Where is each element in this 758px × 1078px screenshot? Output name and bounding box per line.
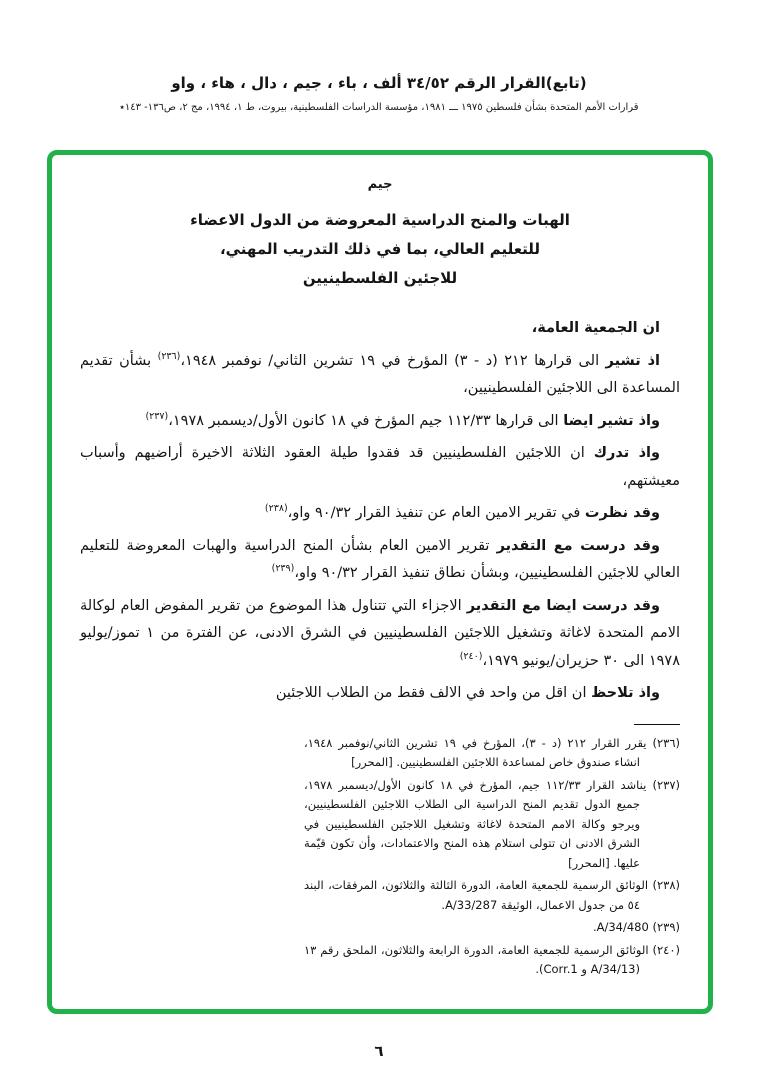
document-title-line-2: للتعليم العالي، بما في ذلك التدريب المهني، (219, 240, 541, 258)
paragraph-studied-also (80, 593, 680, 676)
footnote-marker: (٢٤٠) (652, 942, 680, 957)
footnote-text: A/34/480. (592, 920, 649, 934)
page-number: ٦ (374, 1042, 384, 1060)
paragraph-text: ان اقل من واحد في الالف فقط من الطلاب اللاجئين (275, 685, 592, 701)
paragraph-lead: واذ تلاحظ (591, 685, 660, 701)
paragraph-text: الاجزاء التي تتناول هذا الموضوع من تقرير المفوض العام لوكالة الامم المتحدة لاغاثة وتشغيل اللاجئين الفلسطينيين في الشرق الادنى، عن الفترة من ١ تموز/يوليو ١٩٧٨ الى ٣٠ حزيران/يونيو ١٩٧٩، (80, 597, 680, 669)
footnote-reference: (٢٣٦) (157, 350, 181, 362)
paragraph-text: الى قرارها ١١٢/٣٣ جيم المؤرخ في ١٨ كانون الأول/ديسمبر ١٩٧٨، (168, 412, 564, 429)
footnote-marker: (٢٣٦) (652, 735, 680, 750)
document-title-line-3: للاجئين الفلسطينيين (302, 269, 458, 287)
paragraph-lead: اذ تشير (605, 352, 660, 369)
paragraph-lead: وقد درست مع التقدير (496, 537, 660, 554)
paragraph-noting (80, 680, 680, 708)
resolution-header-title: (تابع)القرار الرقم ٣٤/٥٢ ألف ، باء ، جيم ، دال ، هاء ، واو (171, 74, 587, 92)
footnote-separator-rule (634, 724, 680, 725)
footnote-reference: (٢٣٨) (264, 503, 288, 514)
green-highlight-frame (47, 150, 713, 1014)
paragraph-text: ان اللاجئين الفلسطينيين قد فقدوا طيلة العقود الثلاثة الاخيرة أراضيهم وأسباب معيشتهم، (80, 445, 680, 489)
document-title (80, 206, 680, 293)
paragraph-recalling (80, 348, 680, 403)
paragraph-considered (80, 500, 680, 528)
footnote-240 (304, 941, 680, 980)
paragraph-text: في تقرير الامين العام عن تنفيذ القرار ٩٠/٣٢ واو، (287, 505, 585, 521)
paragraph-lead: وقد درست ايضا مع التقدير (466, 597, 660, 614)
footnote-237 (304, 776, 680, 874)
footnote-marker: (٢٣٩) (652, 920, 680, 934)
footnote-text: الوثائق الرسمية للجمعية العامة، الدورة الرابعة والثلاثون، الملحق رقم ١٣ (A/34/13 و Corr.1). (304, 942, 649, 976)
footnote-reference: (٢٤٠) (459, 650, 483, 662)
footnote-reference: (٢٣٧) (145, 410, 169, 422)
paragraph-lead: واذ تشير ايضا (563, 412, 660, 429)
footnote-239 (304, 918, 680, 938)
footnote-236 (304, 734, 680, 773)
paragraph-recalling-also (80, 408, 680, 436)
document-title-line-1: الهبات والمنح الدراسية المعروضة من الدول الاعضاء (190, 211, 570, 229)
footnote-reference: (٢٣٩) (271, 563, 295, 574)
paragraph-lead: واذ تدرك (593, 445, 660, 461)
paragraph-lead: وقد نظرت (584, 505, 660, 521)
paragraph-preamble (80, 315, 680, 343)
footnote-marker: (٢٣٧) (652, 777, 680, 792)
paragraph-aware (80, 440, 680, 495)
paragraph-studied (80, 533, 680, 588)
footnote-text: الوثائق الرسمية للجمعية العامة، الدورة الثالثة والثلاثون، المرفقات، البند ٥٤ من جدول الاعمال، الوثيقة A/33/287. (304, 878, 649, 912)
footnote-marker: (٢٣٨) (652, 878, 680, 892)
footnote-text: يناشد القرار ١١٢/٣٣ جيم، المؤرخ في ١٨ كانون الأول/ديسمبر ١٩٧٨، جميع الدول تقديم المنح الدراسية الى الطلاب اللاجئين الفلسطينيين، ويرجو وكالة الامم المتحدة لاغاثة وتشغيل اللاجئين الفلسطينيين في الشرق الادنى ان تتولى استلام هذه المنح والاعتمادات، وأن تكون قيّمة عليها. [المحرر] (304, 777, 647, 870)
paragraph-text: بشأن تقديم المساعدة الى اللاجئين الفلسطينيين، (80, 352, 680, 396)
footnote-text: يقرر القرار ٢١٢ (د - ٣)، المؤرخ في ١٩ تشرين الثاني/نوفمبر ١٩٤٨، انشاء صندوق خاص لمساعدة اللاجئين الفلسطينيين. [المحرر] (304, 735, 647, 769)
page-header (0, 74, 758, 113)
footnotes-block (304, 724, 680, 980)
source-citation-line: قرارات الأمم المتحدة بشأن فلسطين ١٩٧٥ ـــ ١٩٨١، مؤسسة الدراسات الفلسطينية، بيروت، ط ١، ١٩٩٤، مج ٢، ص١٣٦- ١٤٣٭ (119, 102, 639, 113)
section-letter: جيم (367, 177, 393, 192)
paragraph-text: تقرير الامين العام بشأن المنح الدراسية والهبات المعروضة للتعليم العالي للاجئين الفلسطينيين، وبشأن نطاق تنفيذ القرار ٩٠/٣٢ واو، (80, 537, 680, 581)
paragraph-lead: ان الجمعية العامة، (531, 320, 660, 336)
resolution-body (80, 315, 680, 708)
paragraph-text: الى قرارها ٢١٢ (د - ٣) المؤرخ في ١٩ تشرين الثاني/ نوفمبر ١٩٤٨، (180, 352, 606, 369)
footnote-238 (304, 876, 680, 915)
